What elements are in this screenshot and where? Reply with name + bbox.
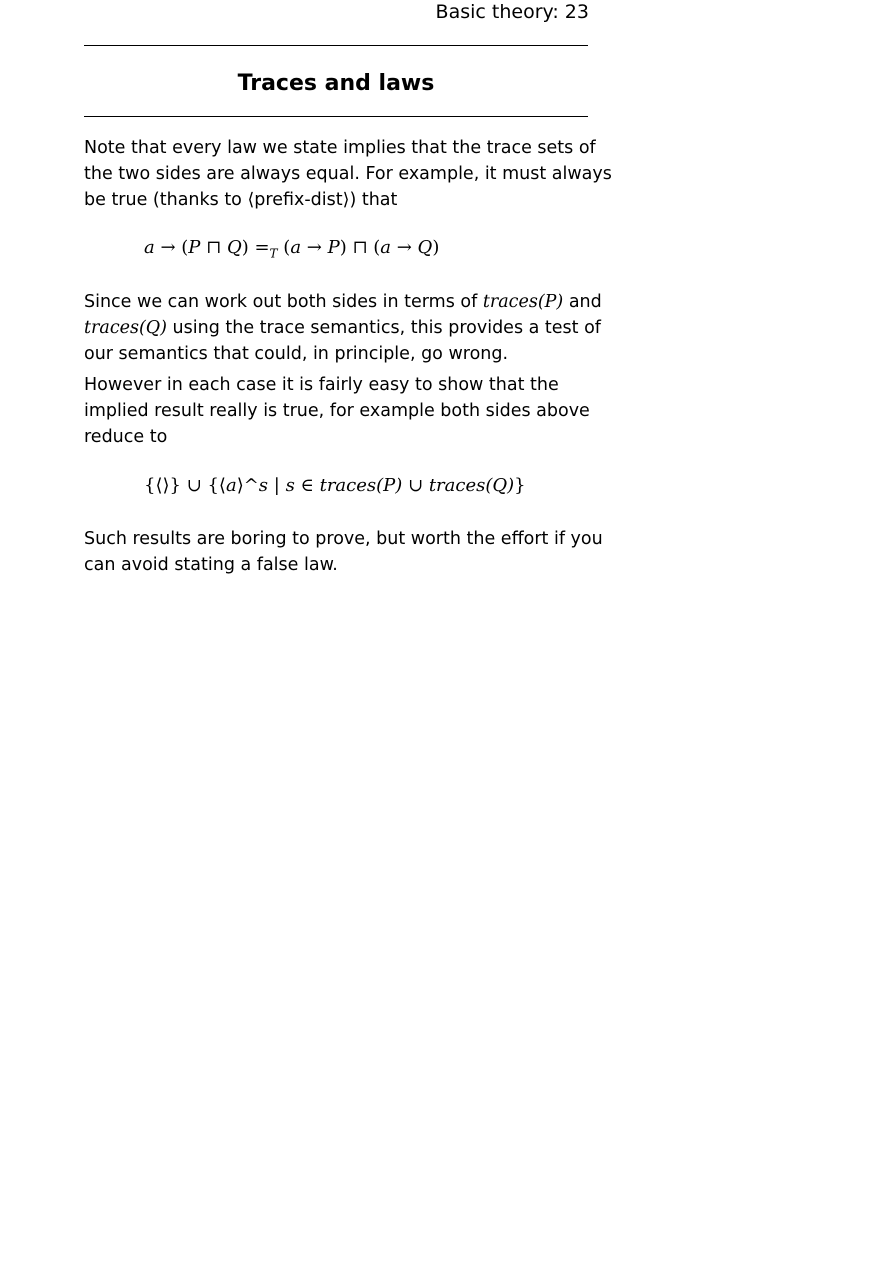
- formula-symbol: s: [258, 475, 269, 496]
- inline-math-traces-p: traces(P): [482, 292, 564, 312]
- paragraph-semantics: [84, 289, 602, 367]
- formula-operator: ∈: [294, 475, 320, 496]
- paragraph-intro: [84, 135, 612, 213]
- text-run: Since we can work out both sides in terms of: [84, 292, 483, 312]
- formula-operator: ): [432, 237, 440, 258]
- formula-operator: {⟨⟩} ∪ {⟨: [144, 475, 226, 496]
- formula-operator: (: [277, 237, 291, 258]
- formula-symbol: traces(Q): [428, 475, 515, 496]
- paragraph-line: can avoid stating a false law.: [84, 555, 338, 575]
- paragraph-however: [84, 372, 594, 450]
- formula-symbol: P: [327, 237, 340, 258]
- paragraph-conclusion: [84, 526, 603, 578]
- formula-operator: →: [391, 237, 418, 258]
- formula-operator: ) ⊓ (: [339, 237, 381, 258]
- formula-operator: ∪: [402, 475, 429, 496]
- formula-operator: ) =: [241, 237, 270, 258]
- paragraph-line: the two sides are always equal. For example, it must always: [84, 164, 612, 184]
- text-run: and: [563, 292, 602, 312]
- formula-symbol: s: [285, 475, 295, 496]
- paragraph-line: However in each case it is fairly easy to show that the: [84, 375, 559, 395]
- title-top-rule: [84, 45, 588, 46]
- paragraph-line: implied result really is true, for example both sides above: [84, 401, 590, 421]
- paragraph-line: [84, 289, 602, 315]
- trace-set-formula: [144, 473, 526, 499]
- formula-operator: →: [301, 237, 328, 258]
- formula-subscript: T: [269, 246, 278, 261]
- paragraph-line: our semantics that could, in principle, go wrong.: [84, 344, 509, 364]
- formula-symbol: a: [225, 475, 237, 496]
- inline-math-traces-q: traces(Q): [84, 318, 167, 338]
- formula-symbol: P: [188, 237, 201, 258]
- prefix-dist-law-formula: [144, 235, 439, 267]
- formula-operator: }: [514, 475, 526, 496]
- formula-symbol: Q: [226, 237, 242, 258]
- formula-symbol: a: [290, 237, 302, 258]
- formula-operator: → (: [154, 237, 189, 258]
- paragraph-line: [84, 315, 601, 341]
- paragraph-line: Such results are boring to prove, but worth the effort if you: [84, 529, 603, 549]
- formula-symbol: traces(P): [319, 475, 403, 496]
- title-bottom-rule: [84, 116, 588, 117]
- formula-symbol: Q: [417, 237, 433, 258]
- page-header: Basic theory: 23: [435, 1, 589, 23]
- formula-symbol: a: [144, 237, 155, 258]
- paragraph-line: Note that every law we state implies that the trace sets of: [84, 138, 596, 158]
- formula-symbol: a: [380, 237, 392, 258]
- paragraph-line: be true (thanks to ⟨prefix-dist⟩) that: [84, 190, 398, 210]
- page-title: Traces and laws: [237, 71, 435, 96]
- paragraph-line: reduce to: [84, 427, 168, 447]
- formula-operator: |: [268, 475, 286, 496]
- formula-operator: ⟩^: [236, 475, 259, 496]
- text-run: using the trace semantics, this provides a test of: [166, 318, 601, 338]
- formula-operator: ⊓: [200, 237, 227, 258]
